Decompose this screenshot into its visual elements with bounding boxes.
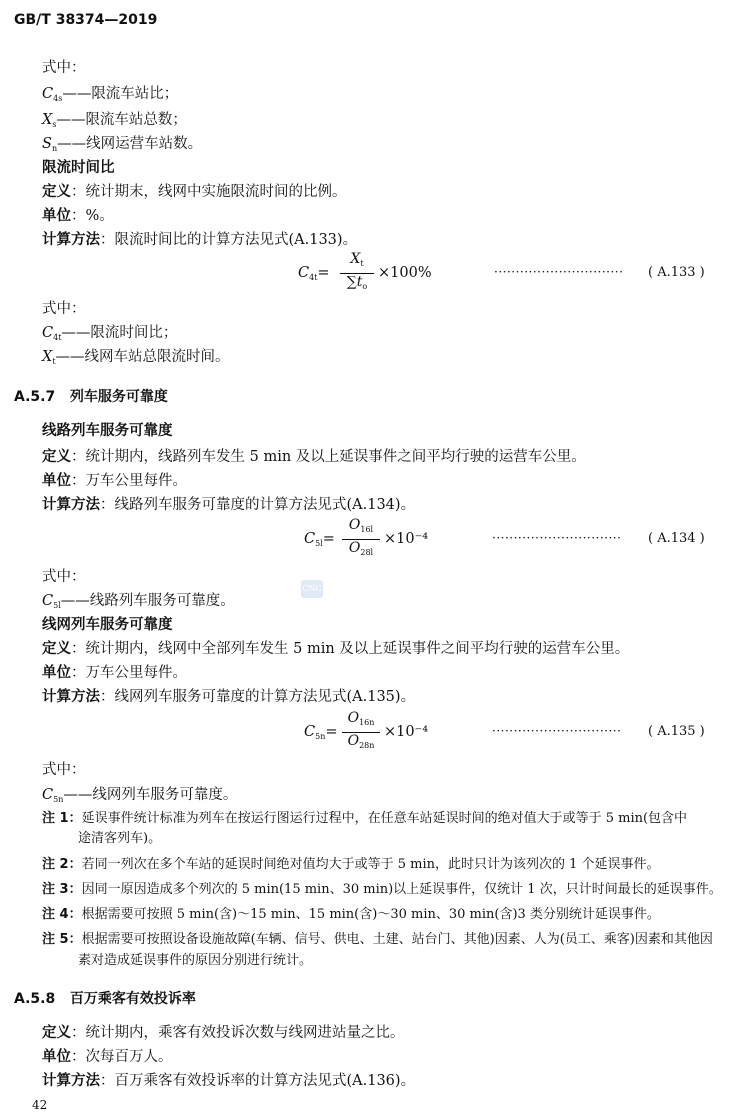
note-5-cont: 素对造成延误事件的原因分别进行统计。 <box>78 953 313 968</box>
section-heading: A.5.7 列车服务可靠度 <box>14 389 168 405</box>
indicator-title: 线网列车服务可靠度 <box>42 617 173 633</box>
method-line: 计算方法：限流时间比的计算方法见式(A.133)。 <box>42 232 358 248</box>
dot-leader: ······························ <box>492 531 622 545</box>
var-definition: $X_s——$限流车站总数； <box>42 112 187 129</box>
dot-leader: ······························ <box>494 265 624 279</box>
dot-leader: ······························ <box>492 724 622 738</box>
formula-a133: $C_{4t}=$ $X_t$ $\sum t_o$ ×100% ······························ ( A.133 ) <box>298 251 718 295</box>
unit-line: 单位：次每百万人。 <box>42 1049 173 1065</box>
definition-line: 定义：统计期内，线网中全部列车发生 5 min 及以上延误事件之间平均行驶的运营车公里。 <box>42 641 630 657</box>
method-line: 计算方法：百万乘客有效投诉率的计算方法见式(A.136)。 <box>42 1073 416 1089</box>
equation-number: ( A.133 ) <box>648 265 705 280</box>
note-4: 注 4：根据需要可按照 5 min(含)～15 min、15 min(含)～30 min、30 min(含)3 类分别统计延误事件。 <box>42 907 660 922</box>
var-definition: $X_t——$线网车站总限流时间。 <box>42 349 230 366</box>
indicator-title: 线路列车服务可靠度 <box>42 423 173 439</box>
note-3: 注 3：因同一原因造成多个列次的 5 min(15 min、30 min)以上延误事件，仅统计 1 次，只计时间最长的延误事件。 <box>42 882 722 897</box>
standard-number: GB/T 38374—2019 <box>14 12 158 28</box>
definition-line: 定义：统计期末，线网中实施限流时间的比例。 <box>42 184 347 200</box>
note-5: 注 5：根据需要可按照设备设施故障(车辆、信号、供电、土建、站台门、其他)因素、人为(员工、乘客)因素和其他因 <box>42 932 713 947</box>
definition-line: 定义：统计期内，乘客有效投诉次数与线网进站量之比。 <box>42 1025 405 1041</box>
var-definition: $C_{4t}——$限流时间比； <box>42 325 178 342</box>
indicator-title: 限流时间比 <box>42 160 115 176</box>
section-heading: A.5.8 百万乘客有效投诉率 <box>14 991 196 1007</box>
note-2: 注 2：若同一列次在多个车站的延误时间绝对值均大于或等于 5 min，此时只计为该列次的 1 个延误事件。 <box>42 857 660 872</box>
fraction: $O_{16n}$ $O_{28n}$ <box>342 710 380 754</box>
equation-number: ( A.135 ) <box>648 724 705 739</box>
note-1-cont: 途清客列车)。 <box>78 831 162 846</box>
formula-a134: $C_{5l}=$ $O_{16l}$ $O_{28l}$ ×10⁻⁴ ······························ ( A.134 ) <box>304 517 720 561</box>
var-definition: $C_{5n}——$线网列车服务可靠度。 <box>42 787 238 804</box>
fraction: $O_{16l}$ $O_{28l}$ <box>342 517 380 561</box>
method-line: 计算方法：线网列车服务可靠度的计算方法见式(A.135)。 <box>42 689 416 705</box>
where-label: 式中： <box>42 569 86 585</box>
unit-line: 单位：万车公里每件。 <box>42 473 187 489</box>
equation-number: ( A.134 ) <box>648 531 705 546</box>
var-definition: $C_{5l}——$线路列车服务可靠度。 <box>42 593 235 610</box>
formula-a135: $C_{5n}=$ $O_{16n}$ $O_{28n}$ ×10⁻⁴ ······························ ( A.135 ) <box>304 710 720 754</box>
watermark-logo: CNC <box>301 580 323 598</box>
where-label: 式中： <box>42 60 86 76</box>
unit-line: 单位：%。 <box>42 208 114 224</box>
note-1: 注 1：延误事件统计标准为列车在按运行图运行过程中，在任意车站延误时间的绝对值大于或等于 5 min(包含中 <box>42 811 688 826</box>
definition-line: 定义：统计期内，线路列车发生 5 min 及以上延误事件之间平均行驶的运营车公里。 <box>42 449 586 465</box>
where-label: 式中： <box>42 762 86 778</box>
method-line: 计算方法：线路列车服务可靠度的计算方法见式(A.134)。 <box>42 497 416 513</box>
page-number: 42 <box>32 1098 48 1112</box>
where-label: 式中： <box>42 301 86 317</box>
var-definition: $C_{4s}——$限流车站比； <box>42 86 179 103</box>
var-definition: $S_n——$线网运营车站数。 <box>42 136 203 153</box>
fraction: $X_t$ $\sum t_o$ <box>340 251 374 295</box>
unit-line: 单位：万车公里每件。 <box>42 665 187 681</box>
